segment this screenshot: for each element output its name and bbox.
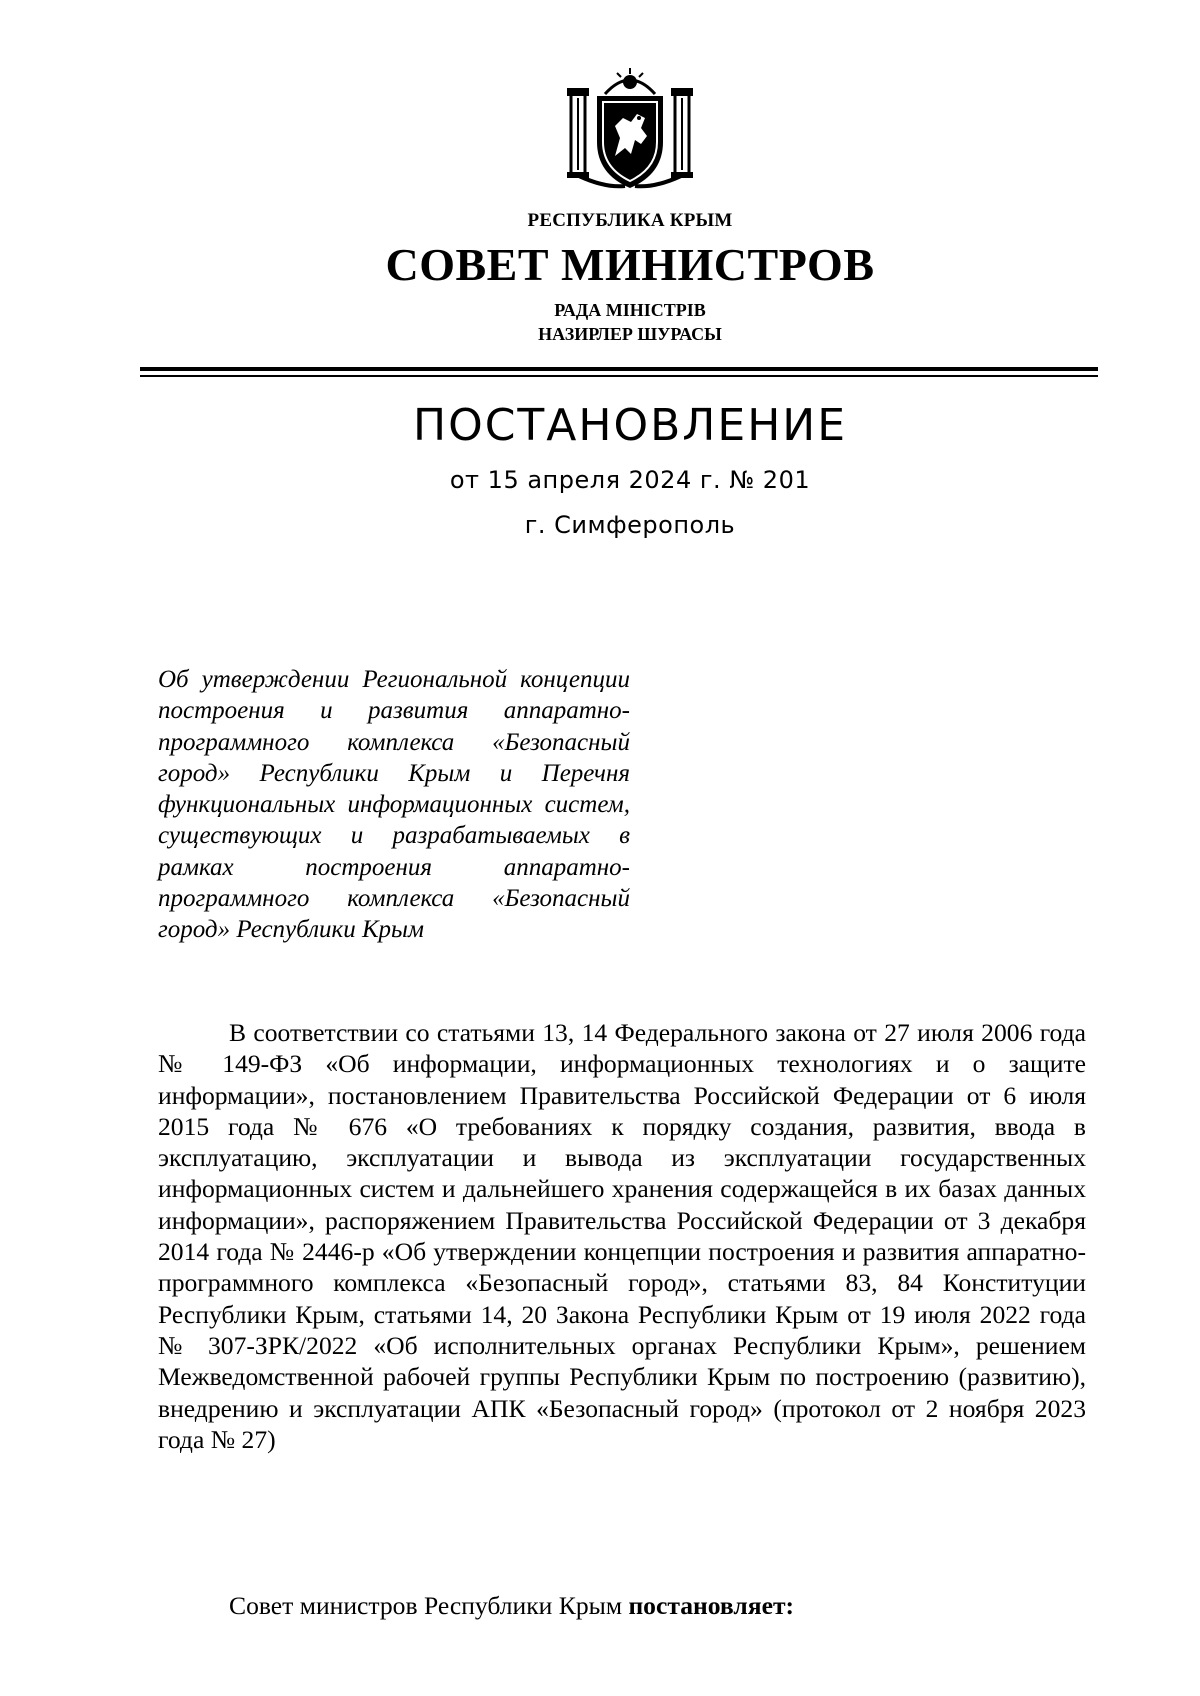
council-name-ukrainian: РАДА МІНІСТРІВ [554, 300, 706, 320]
council-name-crimean-tatar: НАЗИРЛЕР ШУРАСЫ [538, 324, 722, 344]
resolution-lead: Совет министров Республики Крым [229, 1591, 623, 1620]
resolution-verb: постановляет: [628, 1591, 795, 1620]
header-divider-thick [140, 367, 1098, 371]
resolution-paragraph [229, 1590, 794, 1621]
coat-of-arms-icon [565, 64, 695, 194]
council-name: СОВЕТ МИНИСТРОВ [385, 239, 875, 290]
decree-city: г. Симферополь [524, 511, 736, 539]
decree-dateline: от 15 апреля 2024 г. № 201 [449, 466, 811, 494]
republic-name: РЕСПУБЛИКА КРЫМ [527, 210, 733, 231]
header-divider-thin [140, 375, 1098, 377]
document-title: Об утверждении Региональной концепции построения и развития аппаратно-программного комплекса «Безопасный город» Республики Крым и Перечня функциональных информационных систем, существующих и разрабатываемых в рамках построения аппаратно-программного комплекса «Безопасный город» Республики Крым [158, 666, 630, 944]
document-type: ПОСТАНОВЛЕНИЕ [412, 400, 847, 451]
preamble-paragraph: В соответствии со статьями 13, 14 Федерального закона от 27 июля 2006 года № 149-ФЗ «Об информации, информационных технологиях и о защите информации», постановлением Правительства Российской Федерации от 6 июля 2015 года № 676 «О требованиях к порядку создания, развития, ввода в эксплуатацию, эксплуатации и вывода из эксплуатации государственных информационных систем и дальнейшего хранения содержащейся в их базах данных информации», распоряжением Правительства Российской Федерации от 3 декабря 2014 года № 2446-р «Об утверждении концепции построения и развития аппаратно-программного комплекса «Безопасный город», статьями 83, 84 Конституции Республики Крым, статьями 14, 20 Закона Республики Крым от 19 июля 2022 года № 307-ЗРК/2022 «Об исполнительных органах Республики Крым», решением Межведомственной рабочей группы Республики Крым по построению (развитию), внедрению и эксплуатации АПК «Безопасный город» (протокол от 2 ноября 2023 года № 27) [158, 1018, 1086, 1454]
